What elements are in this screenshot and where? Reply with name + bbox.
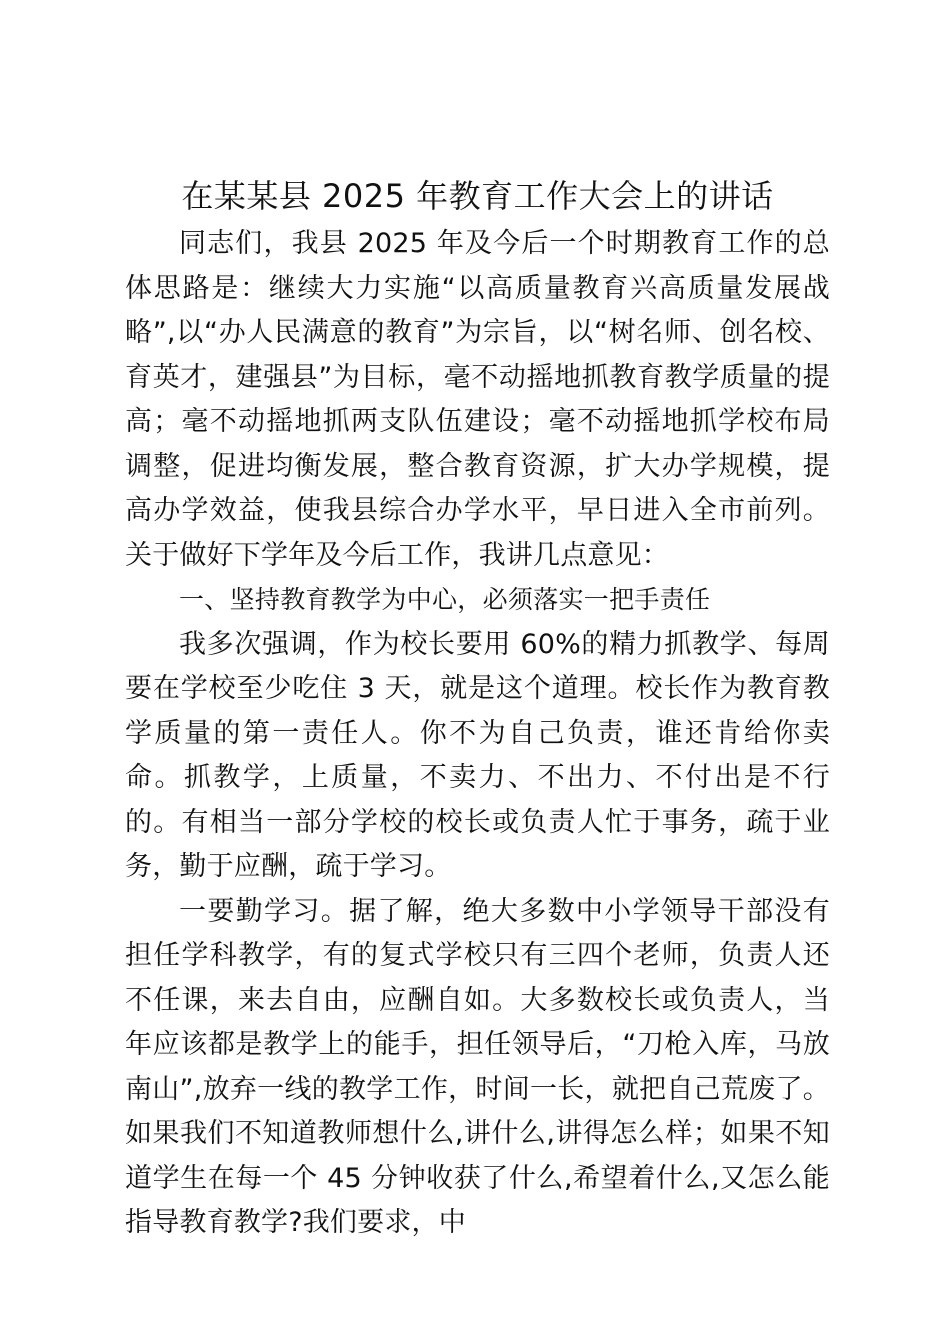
- opening-paragraph: 同志们，我县 2025 年及今后一个时期教育工作的总体思路是：继续大力实施“以高质量教育兴高质量发展战略”,以“办人民满意的教育”为宗旨，以“树名师、创名校、育英才，建强县”为目标，毫不动摇地抓教育教学质量的提高；毫不动摇地抓两支队伍建设；毫不动摇地抓学校布局调整，促进均衡发展，整合教育资源，扩大办学规模，提高办学效益，使我县综合办学水平，早日进入全市前列。关于做好下学年及今后工作，我讲几点意见：: [125, 228, 830, 571]
- document-body: [125, 170, 830, 1246]
- body-paragraph: 一要勤学习。据了解，绝大多数中小学领导干部没有担任学科教学，有的复式学校只有三四个老师，负责人还不任课，来去自由，应酬自如。大多数校长或负责人，当年应该都是教学上的能手，担任领导后，“刀枪入库，马放南山”,放弃一线的教学工作，时间一长，就把自己荒废了。如果我们不知道教师想什么,讲什么,讲得怎么样；如果不知道学生在每一个 45 分钟收获了什么,希望着什么,又怎么能指导教育教学?我们要求，中: [125, 895, 830, 1238]
- page-title: 在某某县 2025 年教育工作大会上的讲话: [181, 177, 774, 215]
- body-paragraph: 我多次强调，作为校长要用 60%的精力抓教学、每周要在学校至少吃住 3 天，就是这个道理。校长作为教育教学质量的第一责任人。你不为自己负责，谁还肯给你卖命。抓教学，上质量，不卖力、不出力、不付出是不行的。有相当一部分学校的校长或负责人忙于事务，疏于业务，勤于应酬，疏于学习。: [125, 628, 830, 882]
- section-heading: 一、坚持教育教学为中心，必须落实一把手责任: [179, 585, 711, 614]
